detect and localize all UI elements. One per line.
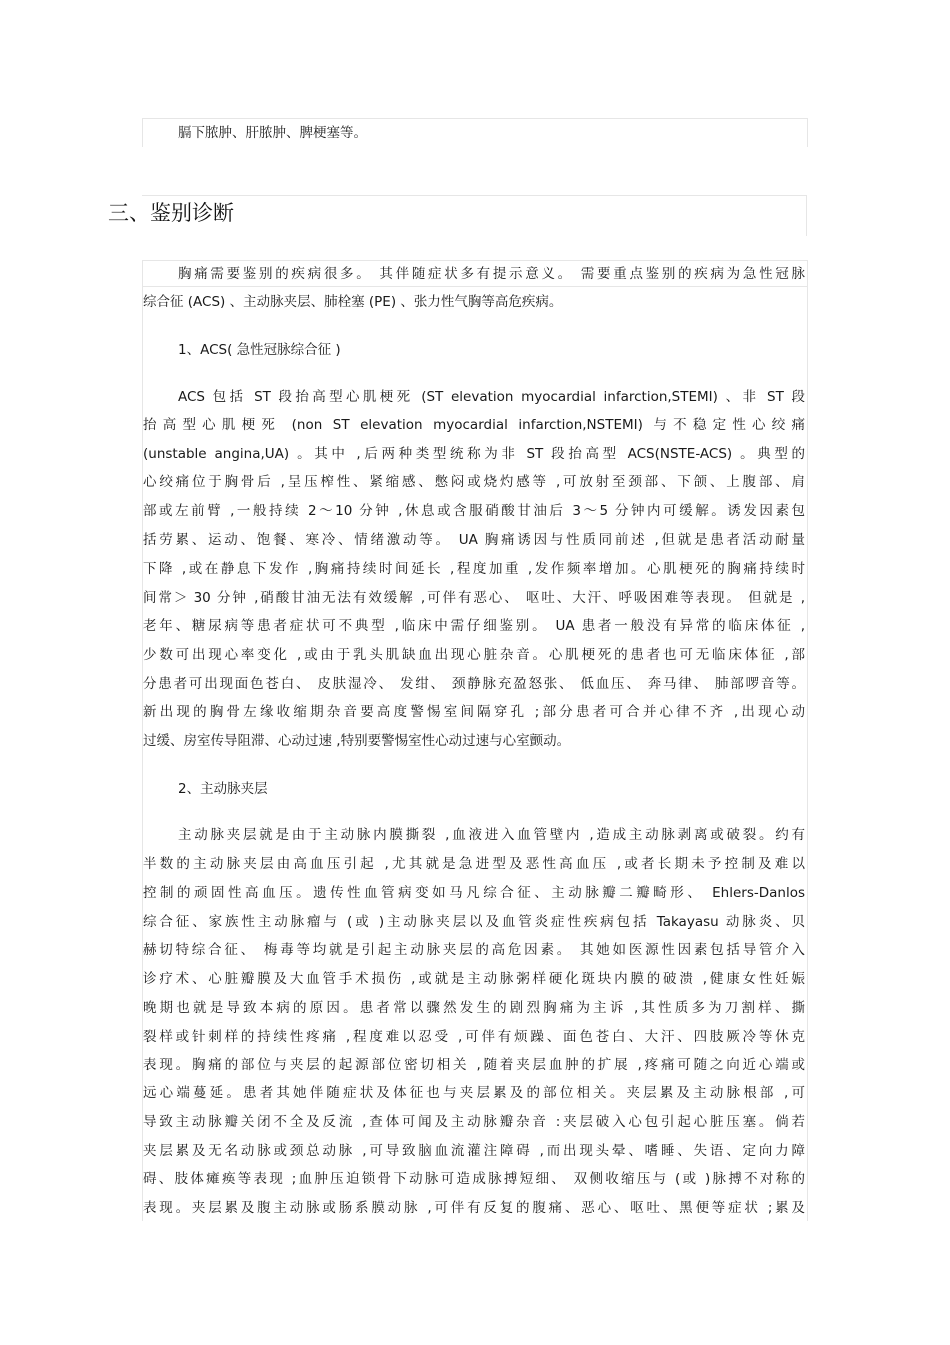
acs-line: 间常＞ 30 分钟 ,硝酸甘油无法有效缓解 ,可伴有恶心、 呕吐、大汗、呼吸困难等表现。 但就是 ,	[143, 590, 805, 606]
acs-line: 分患者可出现面色苍白、 皮肤湿冷、 发绀、 颈静脉充盈怒张、 低血压、 奔马律、 肺部啰音等。	[143, 676, 805, 692]
dissection-line: 赫切特综合征、 梅毒等均就是引起主动脉夹层的高危因素。 其她如医源性因素包括导管介入	[143, 942, 805, 958]
cell-frame-heading	[142, 195, 807, 236]
dissection-line: 半数的主动脉夹层由高血压引起 ,尤其就是急进型及恶性高血压 ,或者长期未予控制及难以	[143, 856, 805, 872]
dissection-line: 裂样或针刺样的持续性疼痛 ,程度难以忍受 ,可伴有烦躁、面色苍白、大汗、四肢厥冷等休克	[143, 1029, 805, 1045]
dissection-line: 表现。胸痛的部位与夹层的起源部位密切相关 ,随着夹层血肿的扩展 ,疼痛可随之向近心端或	[143, 1057, 805, 1073]
dissection-line: 控制的顽固性高血压。遗传性血管病变如马凡综合征、主动脉瓣二瓣畸形、 Ehlers-Danlos	[143, 885, 805, 901]
dissection-line: 导致主动脉瓣关闭不全及反流 ,查体可闻及主动脉瓣杂音 :夹层破入心包引起心脏压塞。倘若	[143, 1114, 805, 1130]
dissection-line: 远心端蔓延。患者其她伴随症状及体征也与夹层累及的部位相关。夹层累及主动脉根部 ,可	[143, 1085, 805, 1101]
dissection-line: 综合征、家族性主动脉瘤与 (或 )主动脉夹层以及血管炎症性疾病包括 Takayasu 动脉炎、贝	[143, 914, 805, 930]
acs-line: 少数可出现心率变化 ,或由于乳头肌缺血出现心脏杂音。心肌梗死的患者也可无临床体征 ,部	[143, 647, 805, 663]
acs-line-last: 过缓、房室传导阻滞、心动过速 ,特别要警惕室性心动过速与心室颤动。	[143, 733, 571, 749]
section-heading: 三、鉴别诊断	[108, 201, 234, 225]
acs-line: 心绞痛位于胸骨后 ,呈压榨性、紧缩感、憋闷或烧灼感等 ,可放射至颈部、下颌、上腹部、肩	[143, 474, 805, 490]
acs-line: 下降 ,或在静息下发作 ,胸痛持续时间延长 ,程度加重 ,发作频率增加。心肌梗死的胸痛持续时	[143, 561, 805, 577]
dissection-line: 夹层累及无名动脉或颈总动脉 ,可导致脑血流灌注障碍 ,而出现头晕、嗜睡、失语、定向力障	[143, 1143, 805, 1159]
acs-line: 抬高型心肌梗死 (non ST elevation myocardial infarction,NSTEMI) 与不稳定性心绞痛	[143, 417, 805, 433]
dissection-line: 碍、肢体瘫痪等表现 ;血肿压迫锁骨下动脉可造成脉搏短细、 双侧收缩压与 (或 )脉搏不对称的	[143, 1171, 805, 1187]
dissection-line: 主动脉夹层就是由于主动脉内膜撕裂 ,血液进入血管壁内 ,造成主动脉剥离或破裂。约有	[178, 827, 805, 843]
subsection-2-title: 2、主动脉夹层	[178, 781, 268, 797]
intro-line-1: 胸痛需要鉴别的疾病很多。 其伴随症状多有提示意义。 需要重点鉴别的疾病为急性冠脉	[178, 266, 805, 282]
acs-line: ACS 包括 ST 段抬高型心肌梗死 (ST elevation myocardial infarction,STEMI) 、非 ST 段	[178, 389, 805, 405]
dissection-line: 诊疗术、心脏瓣膜及大血管手术损伤 ,或就是主动脉粥样硬化斑块内膜的破溃 ,健康女性妊娠	[143, 971, 805, 987]
dissection-line: 表现。夹层累及腹主动脉或肠系膜动脉 ,可伴有反复的腹痛、恶心、呕吐、黑便等症状 ;累及	[143, 1200, 805, 1216]
acs-line: 老年、糖尿病等患者症状可不典型 ,临床中需仔细鉴别。 UA 患者一般没有异常的临床体征 ,	[143, 618, 805, 634]
acs-line: 新出现的胸骨左缘收缩期杂音要高度警惕室间隔穿孔 ;部分患者可合并心律不齐 ,出现心动	[143, 704, 805, 720]
acs-line: (unstable angina,UA) 。其中 ,后两种类型统称为非 ST 段抬高型 ACS(NSTE-ACS) 。典型的	[143, 446, 805, 462]
dissection-line: 晚期也就是导致本病的原因。患者常以骤然发生的剧烈胸痛为主诉 ,其性质多为刀割样、撕	[143, 1000, 805, 1016]
top-fragment-text: 膈下脓肿、肝脓肿、脾梗塞等。	[178, 125, 367, 141]
intro-line-2: 综合征 (ACS) 、主动脉夹层、肺栓塞 (PE) 、张力性气胸等高危疾病。	[143, 294, 563, 310]
acs-line: 部或左前臂 ,一般持续 2～10 分钟 ,休息或含服硝酸甘油后 3～5 分钟内可缓解。诱发因素包	[143, 503, 805, 519]
subsection-1-title: 1、ACS( 急性冠脉综合征 )	[178, 342, 341, 358]
acs-line: 括劳累、运动、饱餐、寒冷、情绪激动等。 UA 胸痛诱因与性质同前述 ,但就是患者活动耐量	[143, 532, 805, 548]
